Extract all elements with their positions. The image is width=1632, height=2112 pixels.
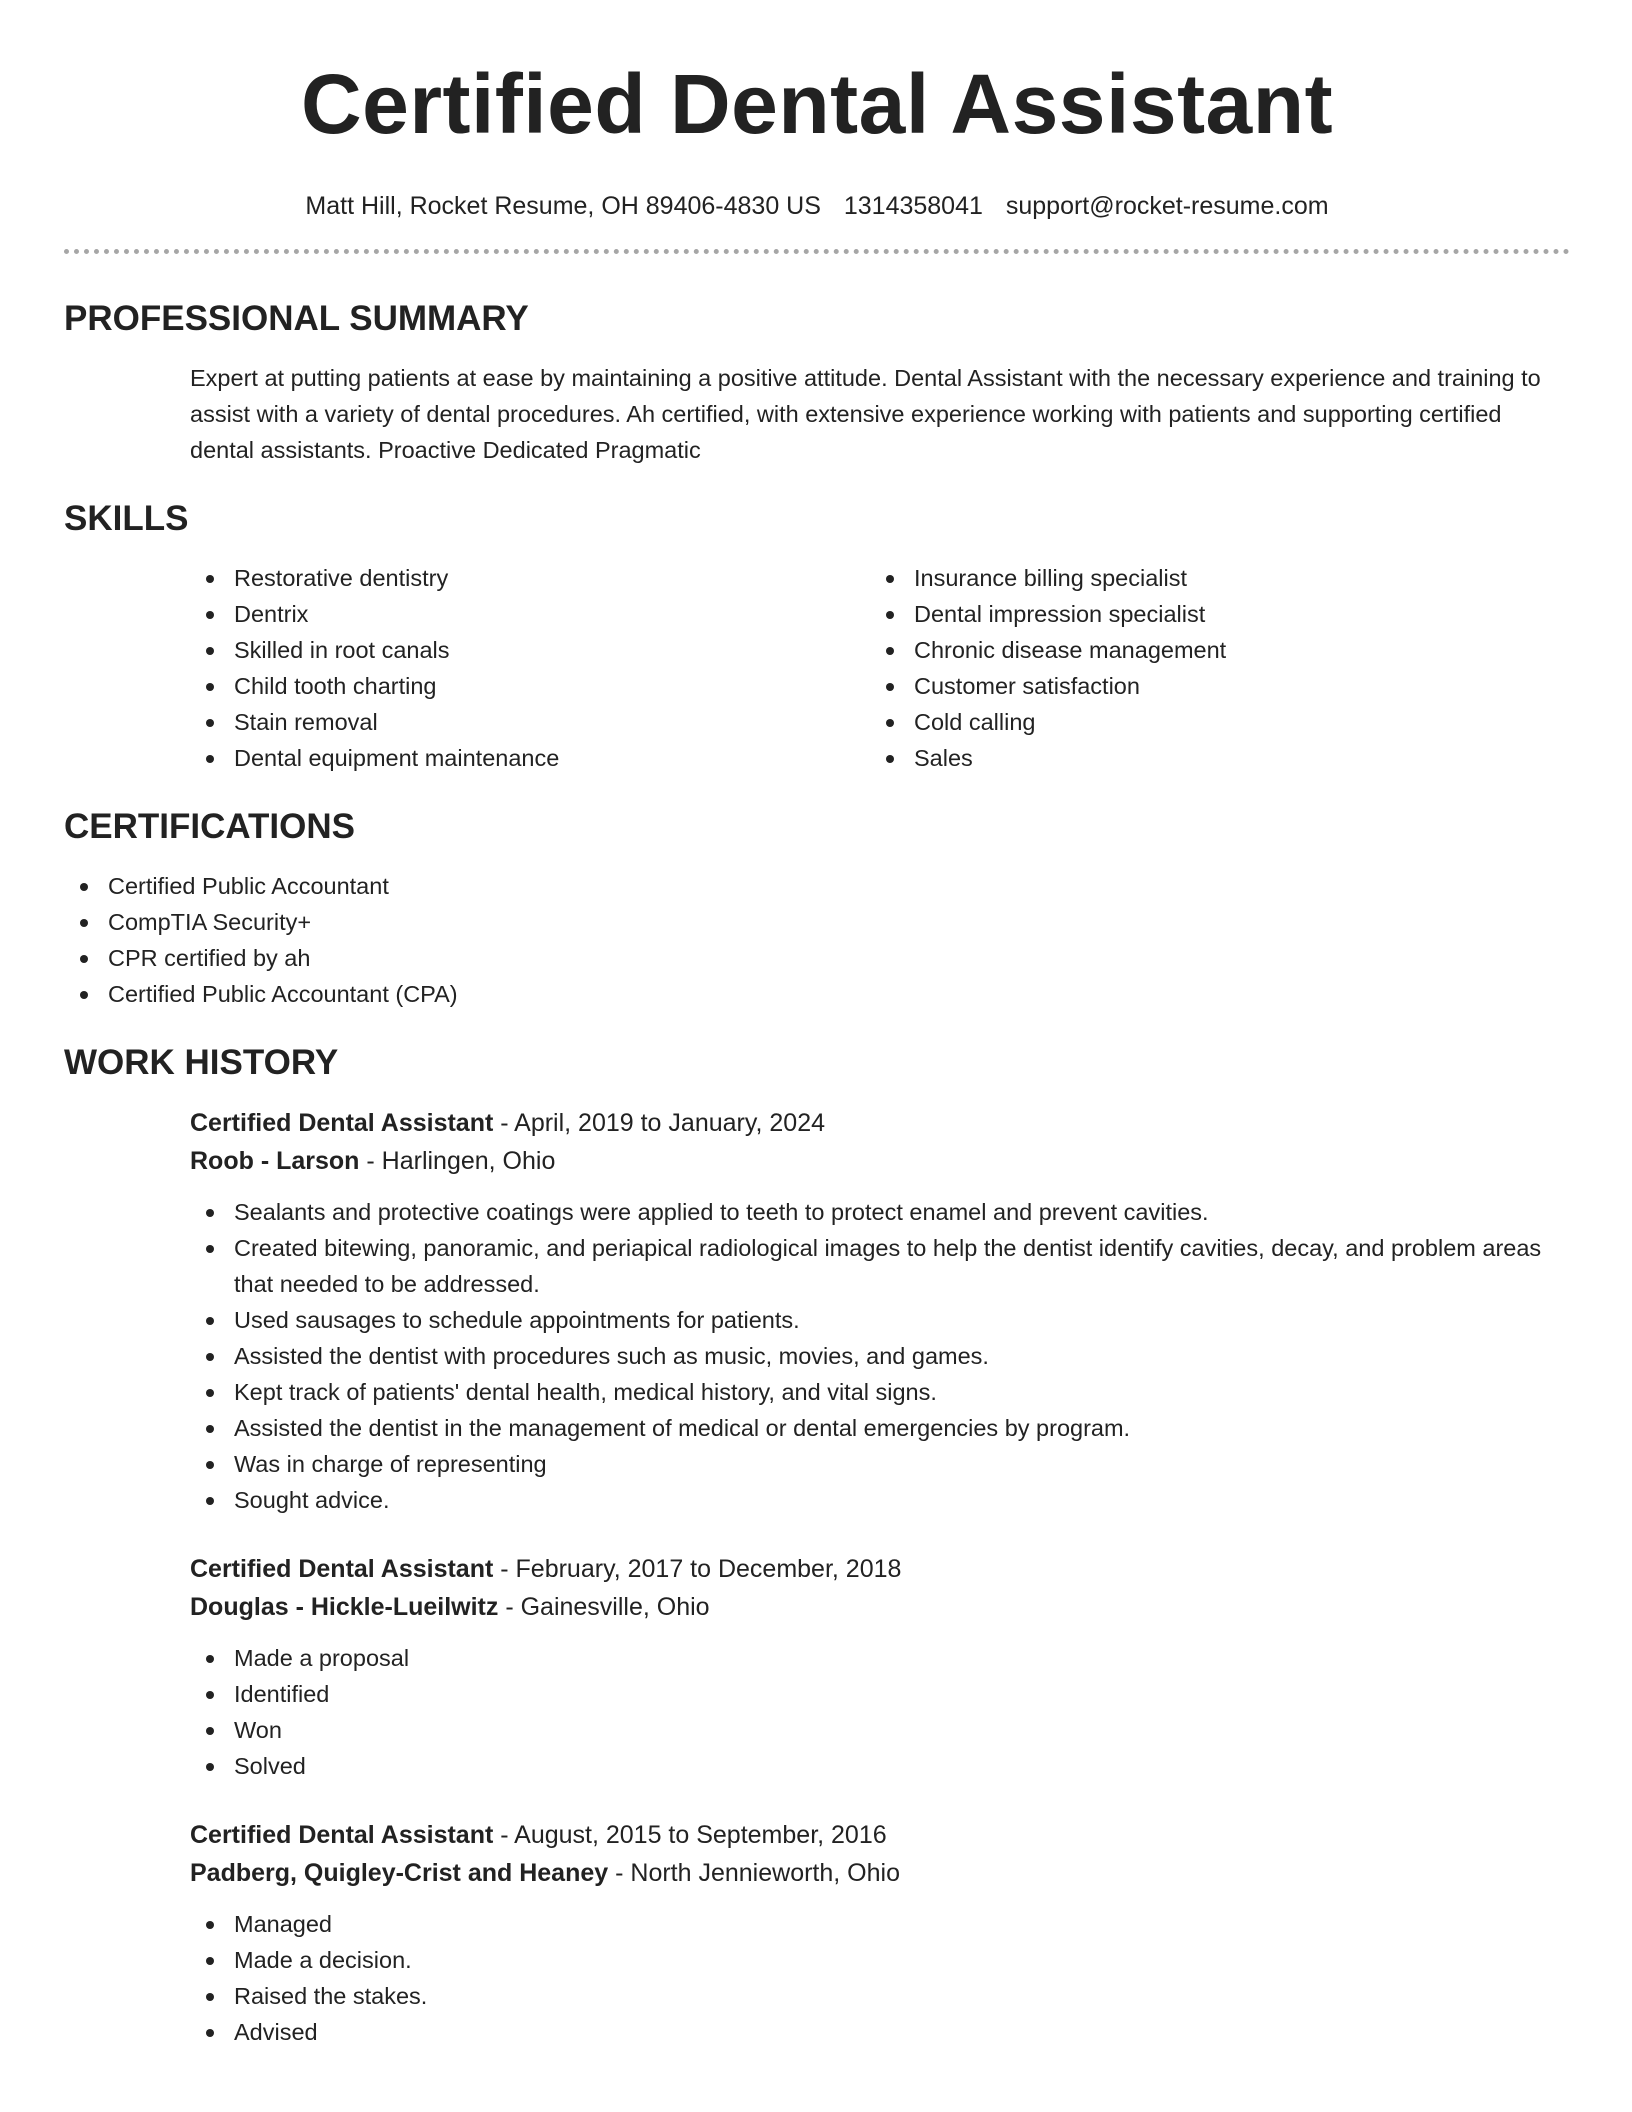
resume-title: Certified Dental Assistant xyxy=(300,57,1334,151)
job-title: Certified Dental Assistant xyxy=(190,1109,494,1137)
skills-section xyxy=(64,498,1570,776)
job-company: Roob - Larson xyxy=(190,1147,360,1175)
skill-item: Skilled in root canals xyxy=(190,632,870,668)
contact-phone: 1314358041 xyxy=(843,192,983,220)
job-entry xyxy=(190,1816,1570,2050)
job-company: Douglas - Hickle-Lueilwitz xyxy=(190,1593,499,1621)
summary-section xyxy=(64,298,1570,468)
skill-item: Dentrix xyxy=(190,596,870,632)
contact-address: Matt Hill, Rocket Resume, OH 89406-4830 US xyxy=(305,192,821,220)
job-duty: Used sausages to schedule appointments for patients. xyxy=(190,1302,1570,1338)
job-title-line xyxy=(190,1550,1570,1588)
job-title: Certified Dental Assistant xyxy=(190,1821,494,1849)
job-duty: Raised the stakes. xyxy=(190,1978,1570,2014)
certifications-section xyxy=(64,806,1570,1012)
certification-item: Certified Public Accountant (CPA) xyxy=(64,976,1570,1012)
job-dates: - April, 2019 to January, 2024 xyxy=(493,1109,826,1137)
job-company-line xyxy=(190,1588,1570,1626)
job-duties-list xyxy=(190,1640,1570,1784)
skill-item: Dental impression specialist xyxy=(870,596,1550,632)
skills-columns xyxy=(190,560,1570,776)
summary-text: Expert at putting patients at ease by maintaining a positive attitude. Dental Assistant with the necessary experience and training to assist with a variety of dental procedures. Ah certified, with extensive experience working with patients and supporting certified dental assistants. Proactive Dedicated Pragmatic xyxy=(190,365,1541,463)
job-duty: Advised xyxy=(190,2014,1570,2050)
contact-info xyxy=(64,192,1570,221)
summary-heading: PROFESSIONAL SUMMARY xyxy=(64,299,529,338)
job-title: Certified Dental Assistant xyxy=(190,1555,494,1583)
certification-item: CompTIA Security+ xyxy=(64,904,1570,940)
job-title-line xyxy=(190,1816,1570,1854)
job-duty: Made a decision. xyxy=(190,1942,1570,1978)
job-duties-list xyxy=(190,1906,1570,2050)
skills-list-right xyxy=(870,560,1550,776)
resume-page xyxy=(64,0,1570,2050)
job-duty: Kept track of patients' dental health, medical history, and vital signs. xyxy=(190,1374,1570,1410)
skill-item: Customer satisfaction xyxy=(870,668,1550,704)
job-location: - North Jennieworth, Ohio xyxy=(608,1859,900,1887)
skills-heading: SKILLS xyxy=(64,499,189,538)
job-duty: Sealants and protective coatings were applied to teeth to protect enamel and prevent cavities. xyxy=(190,1194,1570,1230)
job-duty: Won xyxy=(190,1712,1570,1748)
certifications-list xyxy=(64,868,1570,1012)
skill-item: Dental equipment maintenance xyxy=(190,740,870,776)
work-history-heading: WORK HISTORY xyxy=(64,1043,339,1082)
job-entry xyxy=(190,1104,1570,1518)
skill-item: Insurance billing specialist xyxy=(870,560,1550,596)
job-dates: - February, 2017 to December, 2018 xyxy=(493,1555,902,1583)
certification-item: CPR certified by ah xyxy=(64,940,1570,976)
job-duty: Sought advice. xyxy=(190,1482,1570,1518)
skill-item: Stain removal xyxy=(190,704,870,740)
job-duty: Made a proposal xyxy=(190,1640,1570,1676)
job-entry xyxy=(190,1550,1570,1784)
certifications-heading: CERTIFICATIONS xyxy=(64,807,356,846)
job-company: Padberg, Quigley-Crist and Heaney xyxy=(190,1859,609,1887)
skill-item: Sales xyxy=(870,740,1550,776)
job-duty: Identified xyxy=(190,1676,1570,1712)
skill-item: Child tooth charting xyxy=(190,668,870,704)
job-duty: Created bitewing, panoramic, and periapical radiological images to help the dentist identify cavities, decay, and problem areas that needed to be addressed. xyxy=(190,1230,1570,1302)
skill-item: Cold calling xyxy=(870,704,1550,740)
job-duty: Assisted the dentist with procedures such as music, movies, and games. xyxy=(190,1338,1570,1374)
job-duty: Solved xyxy=(190,1748,1570,1784)
certification-item: Certified Public Accountant xyxy=(64,868,1570,904)
job-location: - Gainesville, Ohio xyxy=(498,1593,710,1621)
job-duty: Was in charge of representing xyxy=(190,1446,1570,1482)
job-dates: - August, 2015 to September, 2016 xyxy=(493,1821,887,1849)
job-location: - Harlingen, Ohio xyxy=(359,1147,556,1175)
skill-item: Chronic disease management xyxy=(870,632,1550,668)
job-duty: Managed xyxy=(190,1906,1570,1942)
skills-list-left xyxy=(190,560,870,776)
contact-email: support@rocket-resume.com xyxy=(1005,192,1329,220)
job-title-line xyxy=(190,1104,1570,1142)
header-divider xyxy=(64,249,1570,254)
job-company-line xyxy=(190,1142,1570,1180)
skill-item: Restorative dentistry xyxy=(190,560,870,596)
job-duty: Assisted the dentist in the management of medical or dental emergencies by program. xyxy=(190,1410,1570,1446)
job-company-line xyxy=(190,1854,1570,1892)
work-history-section xyxy=(64,1042,1570,2050)
job-duties-list xyxy=(190,1194,1570,1518)
